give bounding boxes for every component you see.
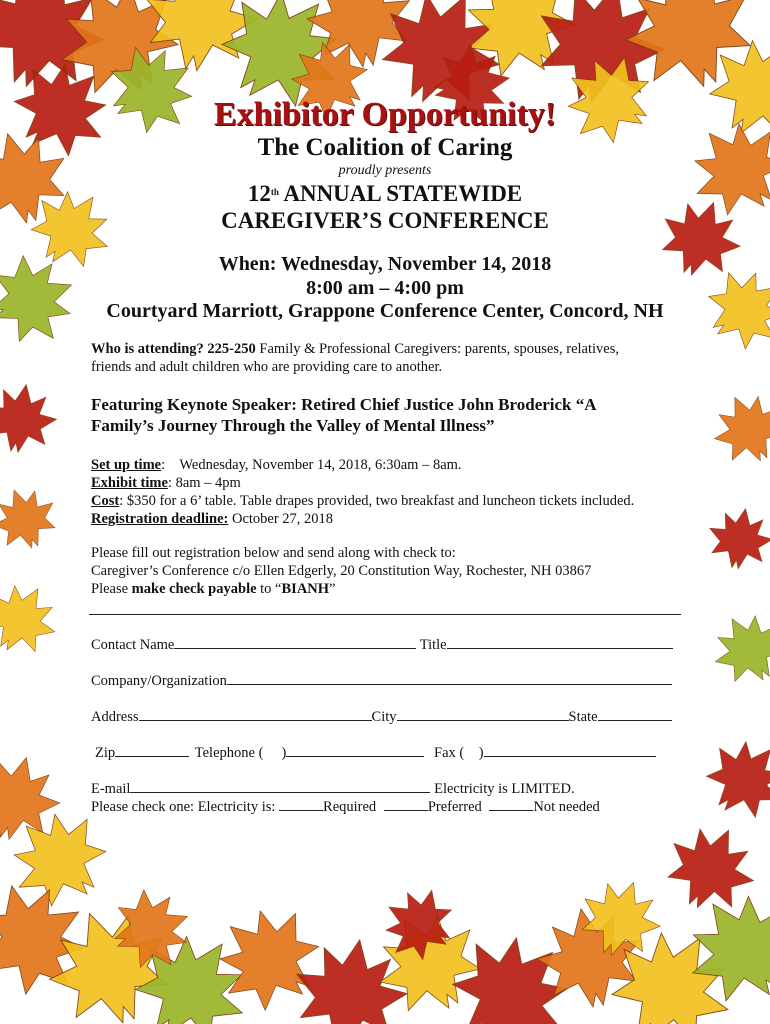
- form-row-email: [91, 779, 691, 798]
- city-field[interactable]: [397, 707, 569, 721]
- company-field[interactable]: [227, 671, 672, 685]
- zip-field[interactable]: [115, 743, 189, 757]
- section-divider: [89, 614, 681, 615]
- event-venue: Courtyard Marriott, Grappone Conference Center, Concord, NH: [106, 300, 664, 322]
- form-row-address: [91, 707, 691, 726]
- telephone-field[interactable]: [286, 743, 424, 757]
- conference-title-line1: 12th ANNUAL STATEWIDE: [247, 181, 523, 206]
- not-needed-option: Not needed: [533, 799, 600, 815]
- zip-label: Zip: [95, 745, 116, 761]
- required-option: Required: [323, 799, 377, 815]
- title-label: Title: [419, 637, 447, 653]
- fax-label: Fax (: [434, 745, 465, 761]
- state-field[interactable]: [598, 707, 672, 721]
- contact-name-label: Contact Name: [91, 637, 175, 653]
- form-row-electricity: [91, 797, 691, 816]
- preferred-option: Preferred: [427, 799, 482, 815]
- banner-title: Exhibitor Opportunity!: [213, 96, 557, 133]
- required-checkline[interactable]: [279, 797, 323, 811]
- form-row-company: [91, 671, 691, 690]
- exhibit-details: Set up time: Wednesday, November 14, 2018, 6:30am – 8am. Exhibit time: 8am – 4pm Cost: $350 for a 6’ table. Table drapes provided, two breakfast and luncheon tickets included. Registration deadline: October 27, 2018: [91, 457, 635, 527]
- attendance-paragraph: Who is attending? 225-250 Family & Professional Caregivers: parents, spouses, relatives, friends and adult children who are providing care to another.: [91, 341, 620, 375]
- form-row-contact: [91, 635, 691, 654]
- form-row-phone: Zip Telephone ( ) Fax ( ): [95, 743, 695, 762]
- address-label: Address: [91, 709, 139, 725]
- state-label: State: [568, 709, 598, 725]
- event-time: 8:00 am – 4:00 pm: [306, 277, 464, 299]
- organization-name: The Coalition of Caring: [257, 134, 513, 161]
- address-field[interactable]: [139, 707, 372, 721]
- presents-text: proudly presents: [338, 163, 432, 178]
- electricity-prompt: Please check one: Electricity is:: [91, 799, 280, 815]
- city-label: City: [371, 709, 397, 725]
- event-date: When: Wednesday, November 14, 2018: [218, 253, 552, 275]
- conference-title-line2: CAREGIVER’S CONFERENCE: [221, 208, 549, 233]
- company-label: Company/Organization: [91, 673, 227, 689]
- fax-field[interactable]: [484, 743, 656, 757]
- title-field[interactable]: [447, 635, 673, 649]
- email-label: E-mail: [91, 781, 131, 797]
- mailing-instructions: Please fill out registration below and send along with check to: Caregiver’s Conference c/o Ellen Edgerly, 20 Constitution Way, Rochester, NH 03867 Please make check payable to “BIANH”: [91, 545, 592, 597]
- keynote-paragraph: Featuring Keynote Speaker: Retired Chief Justice John Broderick “A Family’s Journey Through the Valley of Mental Illness”: [91, 395, 597, 435]
- electricity-note: Electricity is LIMITED.: [434, 781, 575, 797]
- not-needed-checkline[interactable]: [489, 797, 533, 811]
- email-field[interactable]: [130, 779, 430, 793]
- contact-name-field[interactable]: [174, 635, 416, 649]
- preferred-checkline[interactable]: [384, 797, 428, 811]
- telephone-label: Telephone (: [194, 745, 264, 761]
